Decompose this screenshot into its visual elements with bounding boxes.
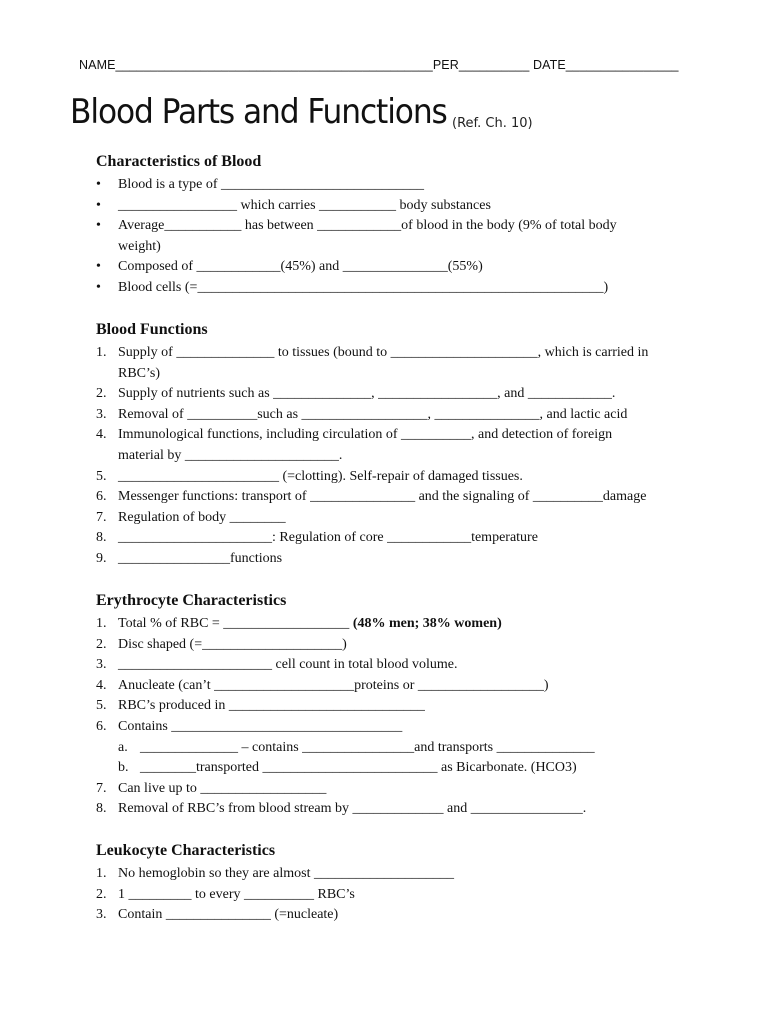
section-heading: Erythrocyte Characteristics (96, 592, 287, 609)
item-text: Blood is a type of _____________________________ (118, 177, 425, 192)
item-number: 2. (96, 636, 107, 652)
list-item[interactable] (96, 799, 716, 820)
worksheet-title (70, 92, 533, 132)
list-item[interactable] (96, 175, 716, 196)
item-number: 1. (96, 616, 107, 631)
item-text: Removal of __________such as __________________, _______________, and lactic acid (118, 406, 628, 422)
list-item[interactable] (96, 779, 716, 800)
item-text: Removal of RBC’s from blood stream by _____________ and ________________. (118, 801, 587, 817)
bullet-marker: • (96, 279, 101, 295)
item-text: _______________________ (=clotting). Self-repair of damaged tissues. (118, 468, 523, 484)
item-text: Anucleate (can’t ____________________proteins or __________________) (118, 677, 549, 693)
bullet-marker: • (96, 259, 101, 275)
item-text: Supply of ______________ to tissues (bound to _____________________, which is carried in (118, 345, 649, 360)
item-text: Contain _______________ (=nucleate) (118, 907, 339, 923)
item-number: 8. (96, 801, 107, 817)
leukocyte-list (96, 864, 716, 926)
item-text: ______________ – contains ________________and transports ______________ (140, 739, 595, 755)
list-item[interactable] (96, 614, 716, 635)
item-text: weight) (118, 238, 161, 254)
list-item[interactable] (96, 278, 716, 299)
item-text: Blood cells (=__________________________________________________________) (118, 279, 609, 295)
item-text: Total % of RBC = __________________ (118, 616, 353, 631)
item-number: 5. (96, 468, 107, 484)
item-text: Contains _________________________________ (118, 718, 403, 734)
item-number: 3. (96, 907, 107, 923)
section-functions (96, 319, 716, 570)
item-text: material by ______________________. (118, 447, 343, 463)
item-text: Supply of nutrients such as ______________, _________________, and ____________. (118, 386, 616, 402)
item-number: b. (118, 760, 129, 776)
item-number: 1. (96, 866, 107, 881)
characteristics-list (96, 175, 716, 299)
item-text: ______________________: Regulation of core ____________temperature (118, 530, 538, 546)
item-bold-text: (48% men; 38% women) (352, 616, 502, 631)
list-item[interactable] (96, 405, 716, 426)
item-text: Composed of ____________(45%) and _______________(55%) (118, 259, 483, 275)
bullet-marker: • (96, 218, 101, 234)
list-item[interactable] (96, 467, 716, 488)
bullet-marker: • (96, 197, 101, 213)
item-text: ________transported _________________________ as Bicarbonate. (HCO3) (140, 760, 577, 776)
item-text: ______________________ cell count in total blood volume. (118, 657, 458, 673)
item-text: Immunological functions, including circulation of __________, and detection of foreign (118, 427, 613, 443)
item-text: Can live up to __________________ (118, 780, 327, 796)
section-heading: Leukocyte Characteristics (96, 842, 276, 859)
item-text: ________________functions (118, 550, 283, 566)
section-heading: Blood Functions (96, 321, 208, 338)
item-text: RBC’s produced in ____________________________ (118, 698, 425, 714)
item-text: _________________ which carries ___________ body substances (118, 197, 491, 213)
item-text: Average___________ has between ____________of blood in the body (9% of total body (118, 218, 617, 234)
list-item[interactable] (96, 905, 716, 926)
item-text: No hemoglobin so they are almost ____________________ (118, 866, 454, 881)
item-number: 3. (96, 406, 107, 422)
item-number: 3. (96, 657, 107, 673)
list-item[interactable] (96, 508, 716, 529)
erythrocyte-list (96, 614, 716, 820)
list-item[interactable] (96, 196, 716, 217)
item-text: Disc shaped (=____________________) (118, 636, 347, 652)
list-item[interactable] (96, 758, 716, 779)
section-characteristics (96, 151, 716, 299)
item-number: 4. (96, 427, 107, 443)
list-item[interactable] (96, 635, 716, 656)
bullet-marker: • (96, 177, 101, 192)
title-main: Blood Parts and Functions (70, 92, 447, 132)
list-item[interactable] (96, 343, 716, 364)
item-number: 2. (96, 886, 107, 902)
item-number: 5. (96, 698, 107, 714)
item-number: 7. (96, 509, 107, 525)
item-number: 7. (96, 780, 107, 796)
item-number: 4. (96, 677, 107, 693)
list-item[interactable] (96, 446, 716, 467)
list-item[interactable] (96, 885, 716, 906)
list-item[interactable] (96, 487, 716, 508)
item-text: Regulation of body ________ (118, 509, 286, 525)
item-text: Messenger functions: transport of _______________ and the signaling of __________damage (118, 489, 647, 505)
list-item[interactable] (96, 696, 716, 717)
name-period-date-line[interactable]: NAME_____________________________________________PER__________ DATE________________ (79, 58, 679, 72)
list-item[interactable] (96, 655, 716, 676)
list-item[interactable] (96, 717, 716, 738)
item-number: 1. (96, 345, 107, 360)
list-item[interactable] (96, 216, 716, 237)
functions-list (96, 343, 716, 570)
section-heading: Characteristics of Blood (96, 153, 262, 170)
section-leukocyte (96, 840, 716, 926)
list-item[interactable] (96, 237, 716, 258)
title-reference: (Ref. Ch. 10) (452, 116, 533, 131)
list-item[interactable] (96, 384, 716, 405)
item-number: 9. (96, 550, 107, 566)
list-item[interactable] (96, 364, 716, 385)
list-item[interactable] (96, 864, 716, 885)
item-number: 6. (96, 489, 107, 505)
list-item[interactable] (96, 257, 716, 278)
list-item[interactable] (96, 676, 716, 697)
item-number: a. (118, 739, 128, 755)
section-erythrocyte (96, 590, 716, 820)
item-text: 1 _________ to every __________ RBC’s (118, 886, 355, 902)
list-item[interactable] (96, 425, 716, 446)
item-number: 8. (96, 530, 107, 546)
item-text: RBC’s) (118, 365, 161, 381)
item-number: 6. (96, 718, 107, 734)
list-item[interactable] (96, 549, 716, 570)
list-item[interactable] (96, 528, 716, 549)
item-number: 2. (96, 386, 107, 402)
list-item[interactable] (96, 738, 716, 759)
